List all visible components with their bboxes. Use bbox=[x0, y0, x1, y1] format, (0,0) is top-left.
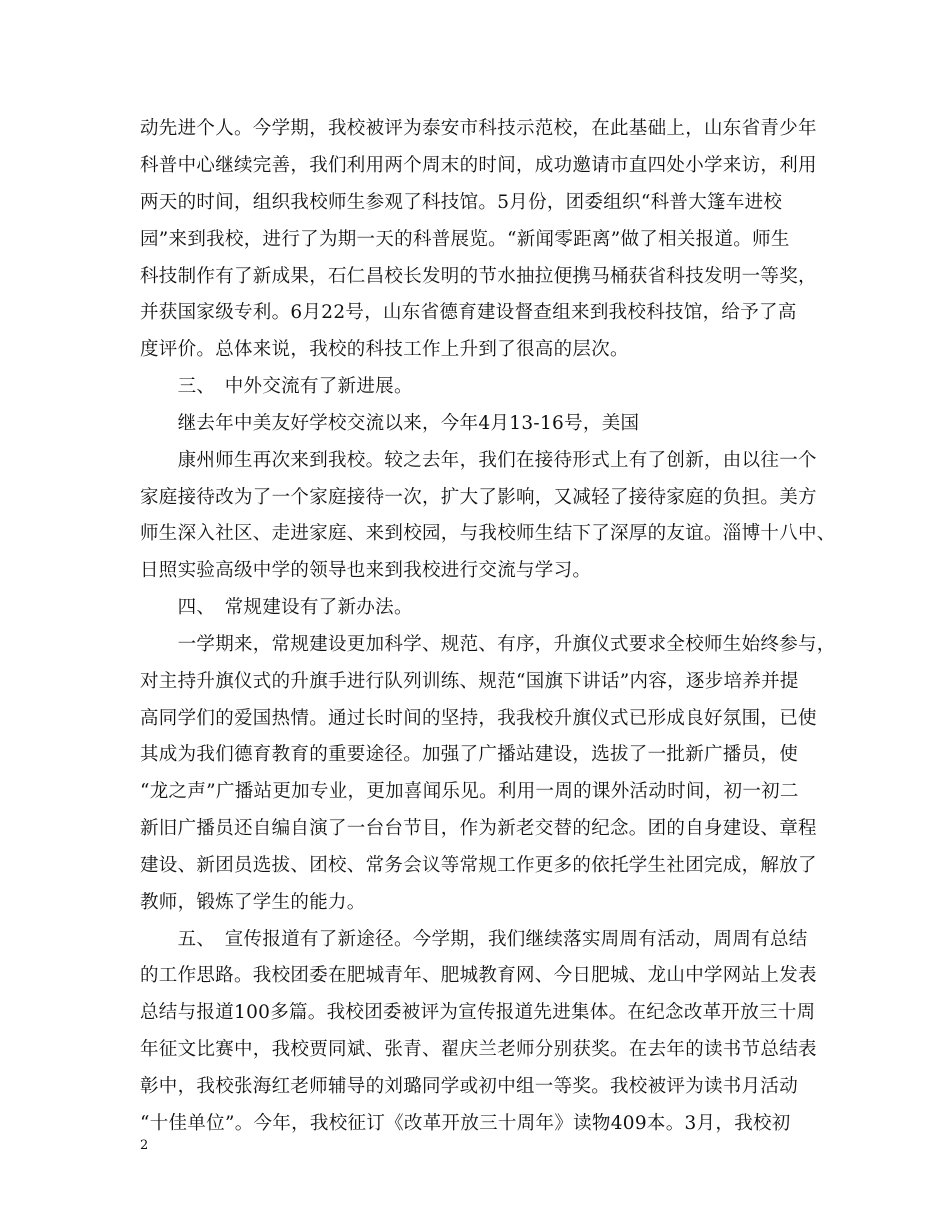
text-line: 继去年中美友好学校交流以来，今年4月13-16号，美国 bbox=[140, 413, 640, 434]
text-line: 高同学们的爱国热情。通过长时间的坚持，我我校升旗仪式已形成良好氛围，已使 bbox=[140, 708, 817, 729]
text-line: “十佳单位”。今年，我校征订《改革开放三十周年》读物409本。3月，我校初 bbox=[140, 1113, 791, 1134]
text-line: 科技制作有了新成果，石仁昌校长发明的节水抽拉便携马桶获省科技发明一等奖， bbox=[140, 266, 817, 287]
text-line: 师生深入社区、走进家庭、来到校园，与我校师生结下了深厚的友谊。淄博十八中、 bbox=[140, 523, 836, 544]
text-line: 年征文比赛中，我校贾同斌、张青、翟庆兰老师分别获奖。在去年的读书节总结表 bbox=[140, 1039, 817, 1060]
section-heading: 五、 宣传报道有了新途径。今学期，我们继续落实周周有活动，周周有总结 bbox=[140, 929, 808, 950]
page-number: 2 bbox=[140, 1138, 149, 1153]
text-line: 并获国家级专利。6月22号，山东省德育建设督查组来到我校科技馆，给予了高 bbox=[140, 302, 797, 323]
text-line: 新旧广播员还自编自演了一台台节目，作为新老交替的纪念。团的自身建设、章程 bbox=[140, 818, 817, 839]
text-line: 园”来到我校，进行了为期一天的科普展览。“新闻零距离”做了相关报道。师生 bbox=[140, 229, 790, 250]
text-line: 建设、新团员选拔、团校、常务会议等常规工作更多的依托学生社团完成，解放了 bbox=[140, 855, 817, 876]
text-line: 两天的时间，组织我校师生参观了科技馆。5月份，团委组织“科普大篷车进校 bbox=[140, 192, 783, 213]
text-line: 度评价。总体来说，我校的科技工作上升到了很高的层次。 bbox=[140, 339, 629, 360]
text-line: 彰中，我校张海红老师辅导的刘璐同学或初中组一等奖。我校被评为读书月活动 bbox=[140, 1076, 799, 1097]
text-line: 家庭接待改为了一个家庭接待一次，扩大了影响，又减轻了接待家庭的负担。美方 bbox=[140, 487, 817, 508]
text-line: 科普中心继续完善，我们利用两个周末的时间，成功邀请市直四处小学来访，利用 bbox=[140, 155, 817, 176]
text-line: 一学期来，常规建设更加科学、规范、有序，升旗仪式要求全校师生始终参与， bbox=[140, 634, 836, 655]
text-line: “龙之声”广播站更加专业，更加喜闻乐见。利用一周的课外活动时间，初一初二 bbox=[140, 781, 799, 802]
text-line: 教师，锻炼了学生的能力。 bbox=[140, 892, 366, 913]
text-line: 康州师生再次来到我校。较之去年，我们在接待形式上有了创新，由以往一个 bbox=[140, 450, 817, 471]
section-heading: 三、 中外交流有了新进展。 bbox=[140, 376, 413, 397]
text-line: 日照实验高级中学的领导也来到我校进行交流与学习。 bbox=[140, 560, 592, 581]
text-line: 对主持升旗仪式的升旗手进行队列训练、规范“国旗下讲话”内容，逐步培养并提 bbox=[140, 671, 799, 692]
text-line: 总结与报道100多篇。我校团委被评为宣传报道先进集体。在纪念改革开放三十周 bbox=[140, 1002, 816, 1023]
text-line: 其成为我们德育教育的重要途径。加强了广播站建设，选拔了一批新广播员，使 bbox=[140, 744, 799, 765]
text-line: 的工作思路。我校团委在肥城青年、肥城教育网、今日肥城、龙山中学网站上发表 bbox=[140, 965, 817, 986]
text-line: 动先进个人。今学期，我校被评为泰安市科技示范校，在此基础上，山东省青少年 bbox=[140, 118, 817, 139]
section-heading: 四、 常规建设有了新办法。 bbox=[140, 597, 413, 618]
